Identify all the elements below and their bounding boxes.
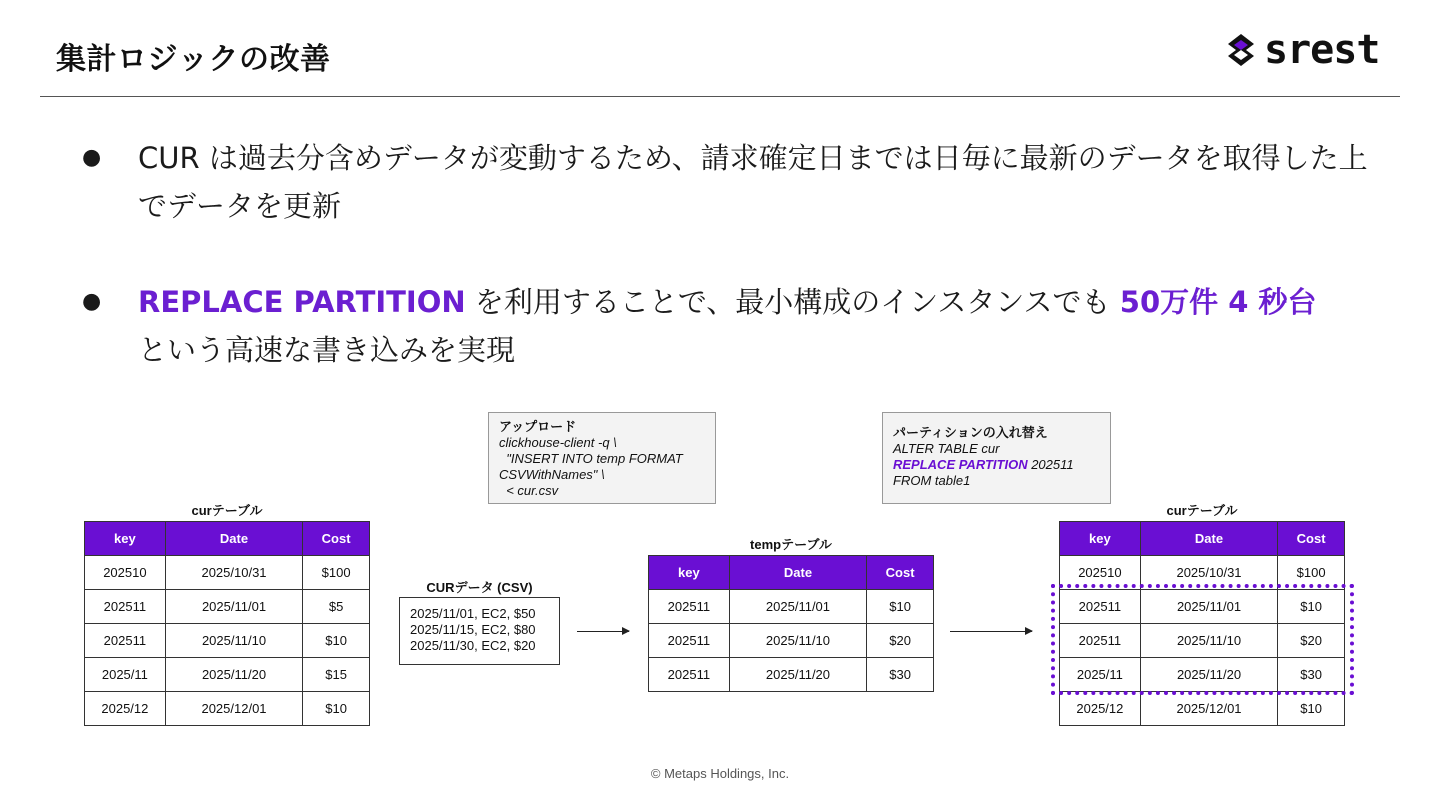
upload-line: CSVWithNames" \ — [499, 467, 605, 482]
upload-command-box — [488, 412, 716, 504]
table-cell: 2025/11/10 — [729, 624, 867, 658]
table-row — [649, 658, 934, 692]
table-row — [85, 590, 370, 624]
upload-line: < cur.csv — [499, 483, 559, 498]
table-row — [85, 624, 370, 658]
table-cell: 2025/11 — [85, 658, 166, 692]
table-row — [85, 658, 370, 692]
table-cell: 2025/11/20 — [1140, 658, 1277, 692]
slide-title: 集計ロジックの改善 — [56, 42, 331, 77]
logo-text: srest — [1264, 27, 1380, 73]
csv-caption: CURデータ (CSV) — [426, 580, 533, 595]
column-header: key — [649, 556, 730, 590]
table-cell: 202511 — [1060, 624, 1141, 658]
bullet-item — [80, 278, 1380, 374]
csv-line: 2025/11/15, EC2, $80 — [410, 622, 536, 637]
table-header-row — [85, 522, 370, 556]
csv-line: 2025/11/30, EC2, $20 — [410, 638, 536, 653]
header-divider — [40, 96, 1400, 97]
logo — [1224, 27, 1380, 73]
replace-partition-box — [882, 412, 1111, 504]
table-row — [1060, 692, 1345, 726]
column-header: Cost — [303, 522, 370, 556]
upload-box-title: アップロード — [499, 419, 577, 434]
srest-logo-icon — [1224, 32, 1258, 68]
table-cell: 2025/11/10 — [165, 624, 302, 658]
table-cell: $30 — [867, 658, 934, 692]
upload-line: "INSERT INTO temp FORMAT — [499, 451, 683, 466]
table-cell: 202511 — [649, 590, 730, 624]
column-header: Cost — [1278, 522, 1345, 556]
csv-to-temp-arrow-icon — [577, 631, 629, 632]
table-cell: $10 — [867, 590, 934, 624]
table-cell: 2025/12 — [85, 692, 166, 726]
bullet-accent-replace: REPLACE PARTITION — [138, 285, 466, 319]
table-cell: 202510 — [85, 556, 166, 590]
replace-line: ALTER TABLE cur — [893, 441, 1000, 456]
table-cell: $100 — [1278, 556, 1345, 590]
table-row — [649, 624, 934, 658]
replaced-partition-highlight — [1051, 584, 1354, 695]
table-cell: 202511 — [85, 590, 166, 624]
table-cell: 2025/10/31 — [1140, 556, 1277, 590]
temp-table — [648, 555, 934, 692]
temp-caption: tempテーブル — [750, 537, 832, 552]
bullet-item — [80, 134, 1380, 230]
table-cell: $5 — [303, 590, 370, 624]
table-row — [649, 590, 934, 624]
replace-partition-id: 202511 — [1027, 457, 1074, 472]
cur-before-caption: curテーブル — [191, 503, 263, 518]
table-cell: $10 — [1278, 590, 1345, 624]
replace-keyword: REPLACE PARTITION — [893, 457, 1028, 472]
table-cell: $30 — [1278, 658, 1345, 692]
bullet-text: という高速な書き込みを実現 — [138, 333, 516, 367]
column-header: Cost — [867, 556, 934, 590]
table-header-row — [1060, 522, 1345, 556]
table-row — [85, 556, 370, 590]
table-cell: $20 — [867, 624, 934, 658]
table-cell: 2025/11 — [1060, 658, 1141, 692]
cur-before-table — [84, 521, 370, 726]
bullet-dot-icon: ● — [82, 289, 102, 314]
cur-after-caption: curテーブル — [1166, 503, 1238, 518]
table-cell: 202511 — [1060, 590, 1141, 624]
table-cell: 2025/12/01 — [165, 692, 302, 726]
column-header: Date — [729, 556, 867, 590]
table-cell: 2025/11/10 — [1140, 624, 1277, 658]
table-cell: $20 — [1278, 624, 1345, 658]
temp-to-cur-arrow-icon — [950, 631, 1032, 632]
table-cell: 2025/12 — [1060, 692, 1141, 726]
table-cell: $100 — [303, 556, 370, 590]
bullet-list — [80, 134, 1380, 374]
table-cell: $10 — [303, 692, 370, 726]
table-cell: 2025/10/31 — [165, 556, 302, 590]
column-header: Date — [1140, 522, 1277, 556]
table-cell: 202511 — [85, 624, 166, 658]
table-cell: $10 — [1278, 692, 1345, 726]
table-cell: 2025/11/20 — [729, 658, 867, 692]
csv-line: 2025/11/01, EC2, $50 — [410, 606, 536, 621]
column-header: Date — [165, 522, 302, 556]
bullet-accent-speed: 50万件 4 秒台 — [1119, 285, 1317, 319]
footer-copyright: © Metaps Holdings, Inc. — [650, 766, 790, 781]
table-cell: 202511 — [649, 658, 730, 692]
table-row — [85, 692, 370, 726]
table-cell: 2025/11/01 — [729, 590, 867, 624]
table-header-row — [649, 556, 934, 590]
table-cell: $10 — [303, 624, 370, 658]
column-header: key — [1060, 522, 1141, 556]
table-cell: 2025/11/01 — [1140, 590, 1277, 624]
table-cell: 2025/12/01 — [1140, 692, 1277, 726]
replace-box-title: パーティションの入れ替え — [893, 425, 1048, 440]
table-cell: 202510 — [1060, 556, 1141, 590]
csv-data-box — [399, 597, 560, 665]
column-header: key — [85, 522, 166, 556]
table-cell: 2025/11/01 — [165, 590, 302, 624]
bullet-dot-icon: ● — [82, 145, 102, 170]
replace-line — [893, 457, 1100, 473]
table-cell: $15 — [303, 658, 370, 692]
upload-line: clickhouse-client -q \ — [499, 435, 617, 450]
table-cell: 202511 — [649, 624, 730, 658]
bullet-text: を利用することで、最小構成のインスタンスでも — [465, 285, 1120, 319]
table-cell: 2025/11/20 — [165, 658, 302, 692]
replace-line: FROM table1 — [893, 473, 971, 488]
bullet-text: CUR は過去分含めデータが変動するため、請求確定日までは日毎に最新のデータを取得した上でデータを更新 — [138, 141, 1368, 223]
